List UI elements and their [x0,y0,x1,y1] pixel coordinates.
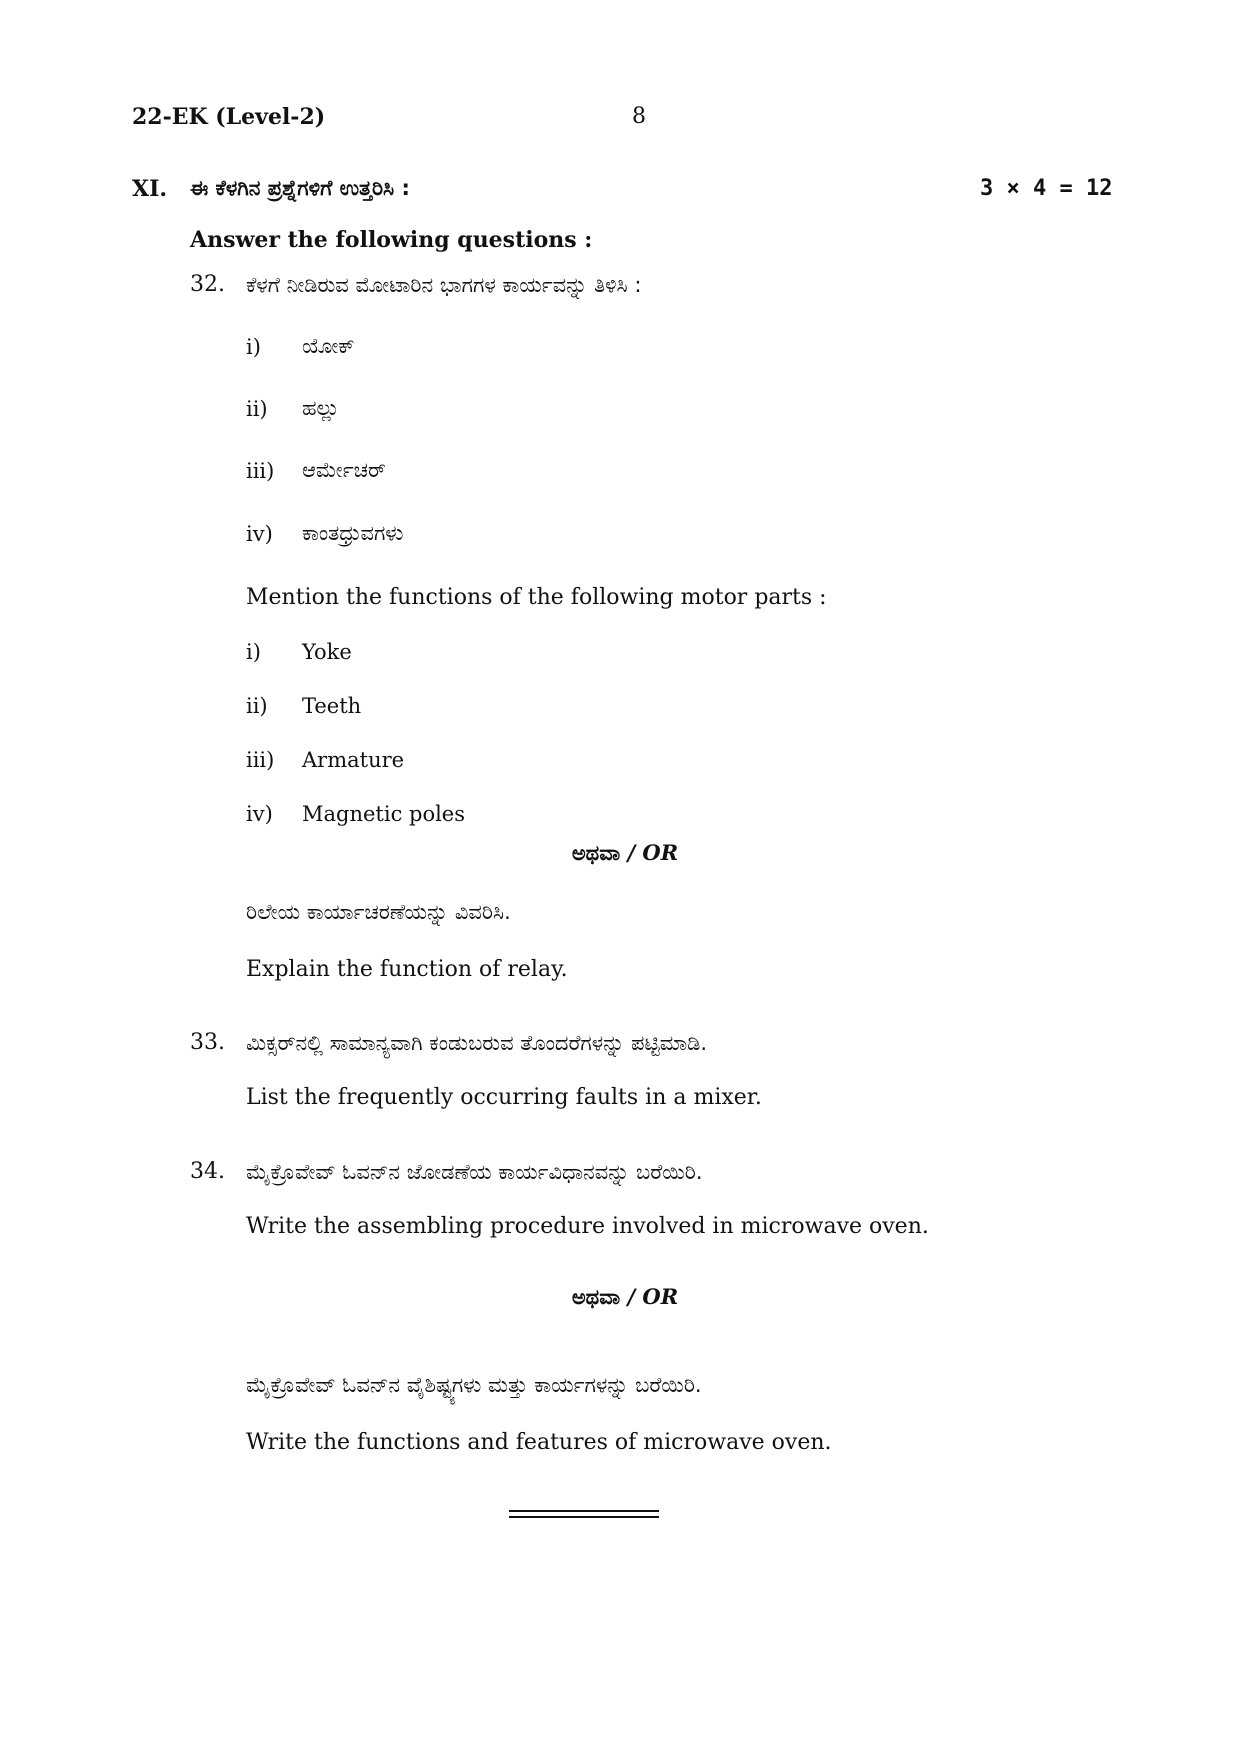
q32-kn-item-number: i) [246,335,261,359]
question-34-text-kannada: ಮೈಕ್ರೊವೇವ್ ಓವನ್‌ನ ಜೋಡಣೆಯ ಕಾರ್ಯವಿಧಾನವನ್ನು ಬರೆಯಿರಿ. [246,1160,703,1184]
or-kannada: ಅಥವಾ [571,1285,621,1309]
question-32-text-english: Mention the functions of the following motor parts : [246,585,827,610]
section-title-kannada: ಈ ಕೆಳಗಿನ ಪ್ರಶ್ನೆಗಳಿಗೆ ಉತ್ತರಿಸಿ : [190,176,410,200]
question-34-text-english: Write the assembling procedure involved in microwave oven. [246,1214,929,1239]
or-kannada: ಅಥವಾ [571,841,621,865]
question-34-alt-kannada: ಮೈಕ್ರೊವೇವ್ ಓವನ್‌ನ ವೈಶಿಷ್ಟ್ಯಗಳು ಮತ್ತು ಕಾರ್ಯಗಳನ್ನು ಬರೆಯಿರಿ. [246,1373,702,1397]
q32-en-item-number: iv) [246,802,273,826]
q32-en-item-number: i) [246,640,261,664]
question-32-alt-english: Explain the function of relay. [246,957,568,982]
q32-kn-item-text: ಕಾಂತಧ್ರುವಗಳು [302,521,404,545]
question-33-text-english: List the frequently occurring faults in a mixer. [246,1085,762,1110]
end-rule-top [509,1510,659,1512]
q32-kn-item-text: ಆರ್ಮೇಚರ್ [302,458,386,482]
q32-kn-item-number: ii) [246,397,268,421]
section-number: XI. [132,176,168,202]
end-rule-bottom [509,1516,659,1518]
q32-en-item-number: ii) [246,694,268,718]
paper-code: 22-EK (Level-2) [132,104,326,130]
question-32-text-kannada: ಕೆಳಗೆ ನೀಡಿರುವ ಮೋಟಾರಿನ ಭಾಗಗಳ ಕಾರ್ಯವನ್ನು ತಿಳಿಸಿ : [246,273,642,297]
question-32-number: 32. [190,272,225,297]
or-divider-q32 [565,840,685,866]
or-english: / OR [627,1284,679,1309]
q32-kn-item-text: ಯೋಕ್ [302,334,355,358]
q32-en-item-text: Armature [302,748,405,772]
q32-en-item-text: Magnetic poles [302,802,466,826]
question-33-text-kannada: ಮಿಕ್ಸರ್‌ನಲ್ಲಿ ಸಾಮಾನ್ಯವಾಗಿ ಕಂಡುಬರುವ ತೊಂದರೆಗಳನ್ನು ಪಟ್ಟಿಮಾಡಿ. [246,1031,708,1055]
question-34-alt-english: Write the functions and features of microwave oven. [246,1430,832,1455]
q32-en-item-text: Teeth [302,694,362,718]
question-33-number: 33. [190,1030,225,1055]
q32-en-item-text: Yoke [302,640,352,664]
page-number: 8 [632,104,646,129]
q32-kn-item-number: iii) [246,459,275,483]
or-divider-q34 [565,1284,685,1310]
q32-kn-item-number: iv) [246,522,273,546]
q32-en-item-number: iii) [246,748,275,772]
question-34-number: 34. [190,1159,225,1184]
question-32-alt-kannada: ರಿಲೇಯ ಕಾರ್ಯಾಚರಣೆಯನ್ನು ವಿವರಿಸಿ. [246,900,511,924]
section-marks: 3 × 4 = 12 [980,176,1113,201]
or-english: / OR [627,840,679,865]
q32-kn-item-text: ಹಲ್ಲು [302,396,340,420]
section-title-english: Answer the following questions : [190,227,593,253]
